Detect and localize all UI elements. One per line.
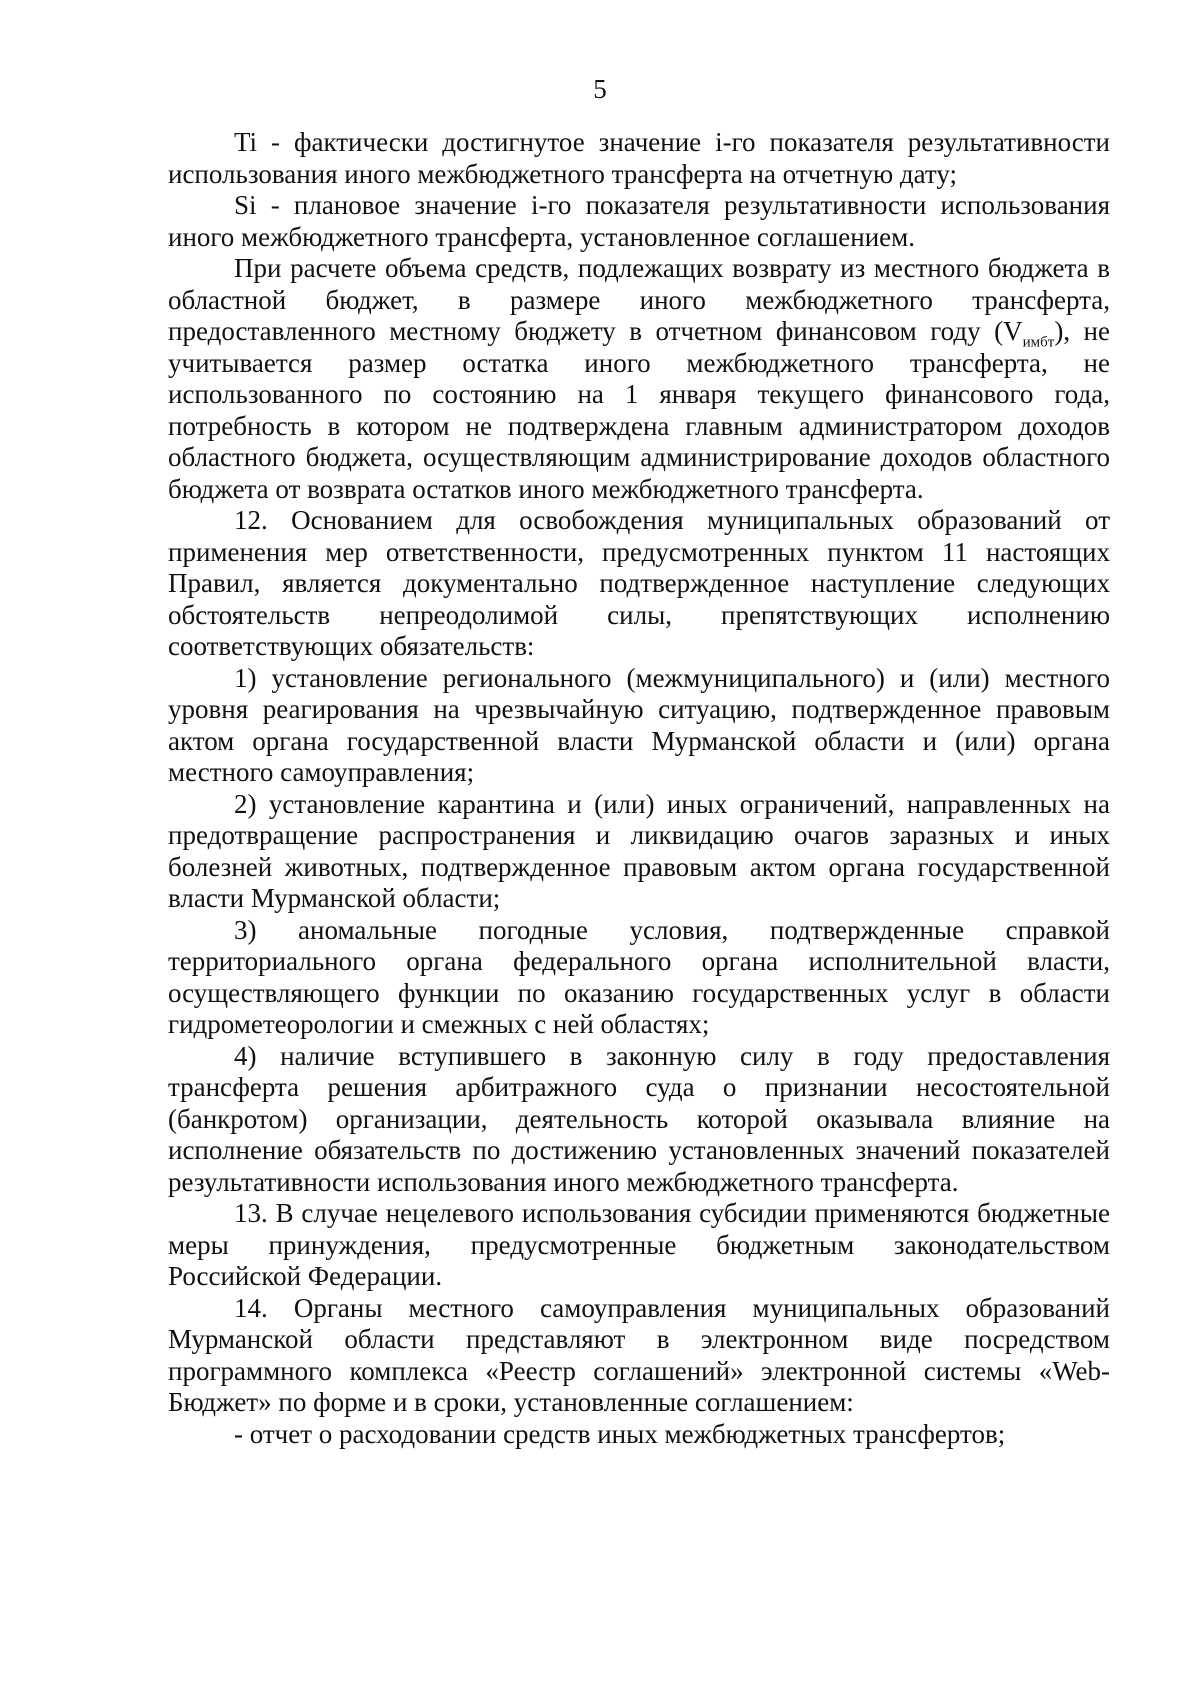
document-body [168, 127, 1110, 1450]
paragraph-return-calculation-part-2: ), не учитывается размер остатка иного межбюджетного трансферта, не использованного по состоянию на 1 января текущего финансового года, потребность в котором не подтверждена главным администратором доходов областного бюджета, осуществляющим администрирование доходов областного бюджета от возврата остатков иного межбюджетного трансферта. [168, 316, 1110, 504]
list-item-2: 2) установление карантина и (или) иных ограничений, направленных на предотвращение распространения и ликвидацию очагов заразных и иных болезней животных, подтвержденное правовым актом органа государственной власти Мурманской области; [168, 788, 1110, 913]
paragraph-return-calculation-part-1: При расчете объема средств, подлежащих возврату из местного бюджета в областной бюджет, в размере иного межбюджетного трансферта, предоставленного местному бюджету в отчетном финансовом году (V [168, 253, 1110, 346]
paragraph-item-13: 13. В случае нецелевого использования субсидии применяются бюджетные меры принуждения, предусмотренные бюджетным законодательством Российской Федерации. [168, 1198, 1110, 1291]
paragraph-ti-definition: Ti - фактически достигнутое значение i-го показателя результативности использования иного межбюджетного трансферта на отчетную дату; [168, 127, 1110, 189]
list-item-3: 3) аномальные погодные условия, подтвержденные справкой территориального органа федерального органа исполнительной власти, осуществляющего функции по оказанию государственных услуг в области гидрометеорологии и смежных с ней областях; [168, 914, 1110, 1039]
paragraph-return-calculation [168, 253, 1110, 505]
list-item-4: 4) наличие вступившего в законную силу в году предоставления трансферта решения арбитражного суда о признании несостоятельной (банкротом) организации, деятельность которой оказывала влияние на исполнение обязательств по достижению установленных значений показателей результативности использования иного межбюджетного трансферта. [168, 1040, 1110, 1197]
list-item-report: - отчет о расходовании средств иных межбюджетных трансфертов; [234, 1418, 1006, 1449]
paragraph-si-definition: Si - плановое значение i-го показателя результативности использования иного межбюджетного трансферта, установленное соглашением. [168, 190, 1110, 252]
paragraph-item-14: 14. Органы местного самоуправления муниципальных образований Мурманской области представляют в электронном виде посредством программного комплекса «Реестр соглашений» электронной системы «Web-Бюджет» по форме и в сроки, установленные соглашением: [168, 1292, 1110, 1417]
paragraph-item-12: 12. Основанием для освобождения муниципальных образований от применения мер ответственности, предусмотренных пунктом 11 настоящих Правил, является документально подтвержденное наступление следующих обстоятельств непреодолимой силы, препятствующих исполнению соответствующих обязательств: [168, 505, 1110, 661]
list-item-1: 1) установление регионального (межмуниципального) и (или) местного уровня реагирования на чрезвычайную ситуацию, подтвержденное правовым актом органа государственной власти Мурманской области и (или) органа местного самоуправления; [168, 662, 1110, 787]
page-number: 5 [593, 74, 607, 104]
subscript-imbt: имбт [1022, 334, 1055, 351]
